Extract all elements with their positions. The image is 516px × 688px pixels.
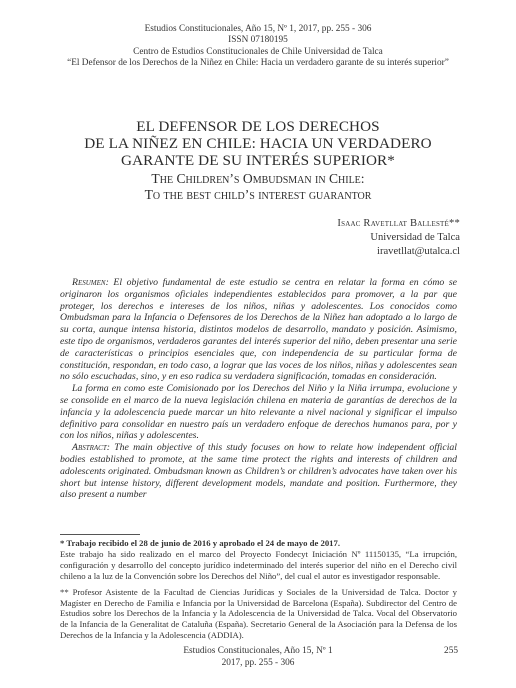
abstract-text: The main objective of this study focuses on how to relate how independent official bodies established to promote, at the same time protect the rights and interests of children and adolescents originated. Ombudsman known as Children’s or children’s advocates have taken over his short but intense history, different development models, mandate and position. Furthermore, they also present a number: [60, 442, 457, 501]
english-title: [40, 171, 476, 202]
author-affiliation: Universidad de Talca: [370, 232, 460, 243]
abstract-label: Abstract:: [72, 442, 110, 454]
article-running-title: “El Defensor de los Derechos de la Niñez en Chile: Hacia un verdadero garante de su interés superior”: [67, 58, 449, 69]
spanish-title-line: EL DEFENSOR DE LOS DERECHOS: [136, 118, 380, 135]
running-header: [40, 24, 476, 70]
abstract-paragraph: [60, 442, 457, 501]
english-title-line: To the best child’s interest guarantor: [144, 186, 372, 202]
spanish-title-line: DE LA NIÑEZ EN CHILE: HACIA UN VERDADERO: [84, 134, 432, 152]
footer-pages: 2017, pp. 255 - 306: [221, 657, 295, 668]
author-block: [337, 217, 460, 259]
journal-citation: Estudios Constitucionales, Año 15, Nº 1, 2017, pp. 255 - 306: [144, 24, 372, 34]
english-title-line: The Children’s Ombudsman in Chile:: [151, 171, 365, 187]
footnote-1-text: Este trabajo ha sido realizado en el marco del Proyecto Fondecyt Iniciación Nº 11150135, “La irrupción, configuración y desarrollo del concepto jurídico indeterminado del interés superior del niño en el Derecho civil chileno a la luz de la Convención sobre los Derechos del Niño”, del cual el autor es investigador responsable.: [60, 548, 457, 581]
resumen-paragraph-2: La forma en como este Comisionado por los Derechos del Niño y la Niña irrumpa, evolucione y se consolide en el marco de la nueva legislación chilena en materia de garantías de derechos de la infancia y la adolescencia puede marcar un hito relevante a nivel nacional y significar el impulso definitivo para consolidar en nuestro país un verdadero enfoque de derechos humanos para, por y con los niños, niñas y adolescentes.: [60, 383, 457, 442]
footnote-2: ** Profesor Asistente de la Facultad de Ciencias Jurídicas y Sociales de la Universidad de Talca. Doctor y Magíster en Derecho de Familia e Infancia por la Universidad de Barcelona (España). Subdirector del Centro de Estudios sobre los Derechos de la Infancia y la Adolescencia de la Universidad de Talca. Vocal del Observatorio de la Infancia de la Generalitat de Cataluña (España). Secretario General de la Asociación para la Defensa de los Derechos de la Infancia y la Adolescencia (ADDIA).: [60, 586, 457, 641]
author-name: Isaac Ravetllat Ballesté**: [337, 218, 460, 229]
title-block: [40, 119, 476, 203]
footnote-1: [60, 538, 457, 582]
issn: ISSN 07180195: [228, 35, 288, 46]
spanish-title-line: GARANTE DE SU INTERÉS SUPERIOR*: [121, 151, 395, 169]
publisher-line: Centro de Estudios Constitucionales de Chile Universidad de Talca: [133, 46, 383, 57]
page-number: 255: [444, 646, 458, 656]
footnotes: [60, 538, 457, 641]
author-email[interactable]: iravetllat@utalca.cl: [377, 246, 460, 257]
running-footer: [0, 646, 516, 669]
footnote-1-dates: * Trabajo recibido el 28 de junio de 2016 y aprobado el 24 de mayo de 2017.: [60, 538, 341, 548]
footnote-divider: [60, 534, 140, 535]
resumen-text: El objetivo fundamental de este estudio se centra en relatar la forma en cómo se originaron los organismos oficiales independientes establecidos para promover, a la par que proteger, los derechos e intereses de los niños, niñas y adolescentes. Los conocidos como Ombudsman para la Infancia o Defensores de los Derechos de la Niñez han adoptado a lo largo de su corta, aunque intensa historia, distintos modelos de desarrollo, mandato y posición. Asimismo, este tipo de organismos, verdaderos garantes del interés superior del niño, deben presentar una serie de características o principios esenciales que, con independencia de su particular forma de constitución, respondan, en todo caso, a lograr que las voces de los niños, niñas y adolescentes sean no sólo escuchadas, sino, y en eso radica su verdadera significación, tomadas en consideración.: [60, 277, 457, 383]
resumen-label: Resumen:: [72, 277, 109, 288]
resumen-paragraph: [60, 277, 457, 383]
footer-journal: Estudios Constitucionales, Año 15, Nº 1: [183, 646, 333, 656]
abstract-section: [60, 277, 457, 501]
spanish-title: [40, 119, 476, 169]
